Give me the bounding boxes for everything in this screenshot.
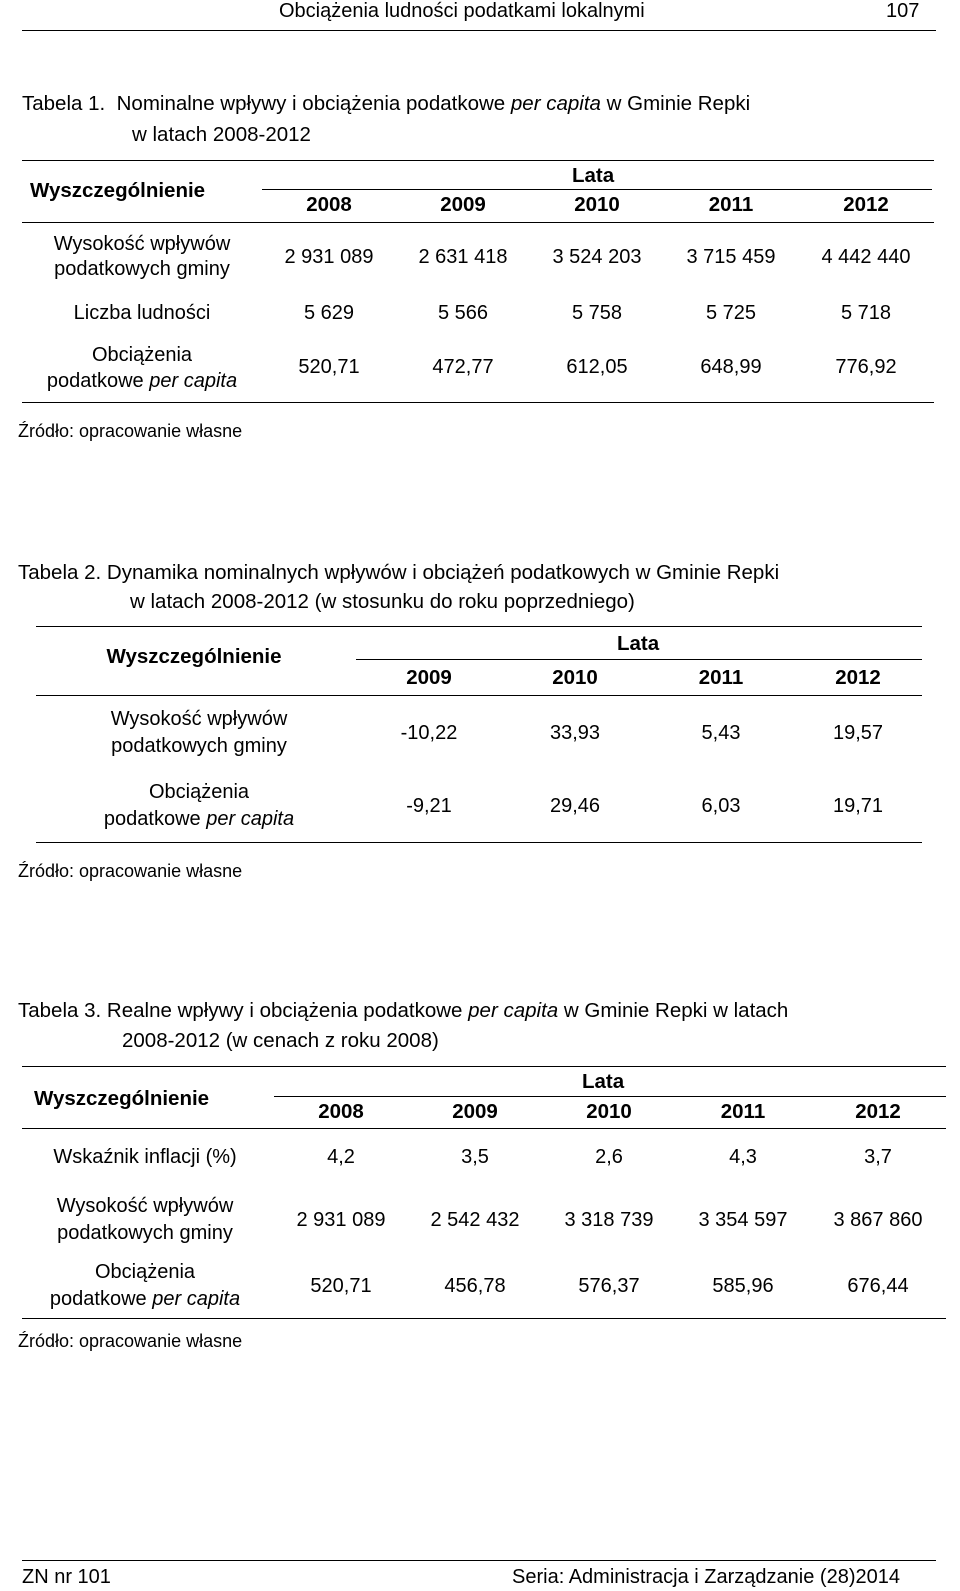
table1-row-label xyxy=(22,232,262,282)
table-cell: 6,03 xyxy=(701,795,741,817)
row-label-line: Obciążenia xyxy=(94,1261,196,1283)
table3-col-head: Wyszczególnienie xyxy=(34,1087,210,1110)
table2-col-head: Wyszczególnienie xyxy=(106,645,282,668)
table1-row-label xyxy=(22,342,262,394)
table-cell: 19,71 xyxy=(832,795,884,817)
table2-bottom-rule xyxy=(36,842,922,843)
page-header xyxy=(0,0,960,30)
table-cell: 2 542 432 xyxy=(430,1209,520,1231)
table1-year: 2009 xyxy=(440,193,486,216)
table1-col-head: Wyszczególnienie xyxy=(30,179,206,202)
table1-row-label: Liczba ludności xyxy=(73,302,211,324)
table2-caption-label: Tabela 2. xyxy=(18,561,102,584)
table1-caption-text: Nominalne wpływy i obciążenia podatkowe xyxy=(116,92,506,115)
row-label-line: podatkowych gminy xyxy=(54,258,230,280)
table1-year: 2010 xyxy=(574,193,620,216)
table-cell: 33,93 xyxy=(549,722,601,744)
table1-caption-line2: w latach 2008-2012 xyxy=(132,123,311,146)
table-cell: 648,99 xyxy=(700,356,762,378)
table3-years-rule xyxy=(274,1096,946,1097)
table-cell: 456,78 xyxy=(444,1275,506,1297)
table-cell: -10,22 xyxy=(400,722,458,744)
row-label-line: Wysokość wpływów xyxy=(53,233,231,255)
table3-caption-label: Tabela 3. xyxy=(18,999,102,1022)
table-cell: 612,05 xyxy=(566,356,628,378)
header-rule xyxy=(22,30,936,31)
table2-year: 2012 xyxy=(835,666,881,689)
running-title: Obciążenia ludności podatkami lokalnymi xyxy=(279,0,645,22)
table-cell: 5 718 xyxy=(840,302,892,324)
table-cell: 676,44 xyxy=(847,1275,909,1297)
row-label-line: Wysokość wpływów xyxy=(56,1195,234,1217)
table-cell: 472,77 xyxy=(432,356,494,378)
table3-years-head: Lata xyxy=(582,1070,625,1093)
table1-bottom-rule xyxy=(22,402,934,403)
table-cell: 3 318 739 xyxy=(564,1209,654,1231)
table-cell: -9,21 xyxy=(406,795,452,817)
table1-caption-end: w Gminie Repki xyxy=(606,92,751,115)
table2-source: Źródło: opracowanie własne xyxy=(18,861,243,881)
table1-row-values xyxy=(262,302,934,325)
table-cell: 5 629 xyxy=(303,302,355,324)
table2-header-rule xyxy=(36,695,922,696)
table-cell: 29,46 xyxy=(549,795,601,817)
table-cell: 585,96 xyxy=(712,1275,774,1297)
table3-source: Źródło: opracowanie własne xyxy=(18,1331,243,1351)
table1-header-rule xyxy=(22,222,934,223)
table1-source: Źródło: opracowanie własne xyxy=(18,421,243,441)
table-cell: 776,92 xyxy=(835,356,897,378)
table-cell: 3,5 xyxy=(461,1146,489,1168)
table3-caption-italic: per capita xyxy=(468,999,559,1022)
table2-row-values xyxy=(356,795,922,818)
table3-year: 2012 xyxy=(855,1100,901,1123)
table1-top-rule xyxy=(22,160,934,161)
table2-caption-line2: w latach 2008-2012 (w stosunku do roku poprzedniego) xyxy=(130,590,635,613)
table3-row-values xyxy=(274,1209,946,1232)
row-label-italic: per capita xyxy=(152,1288,241,1310)
table-cell: 3 715 459 xyxy=(686,246,776,268)
page-number: 107 xyxy=(886,0,920,22)
table-cell: 520,71 xyxy=(298,356,360,378)
table3-top-rule xyxy=(22,1066,946,1067)
table-cell: 576,37 xyxy=(578,1275,640,1297)
row-label-line: Obciążenia xyxy=(91,344,193,366)
row-label-line: Wysokość wpływów xyxy=(110,708,288,730)
table-cell: 3 354 597 xyxy=(698,1209,788,1231)
row-label-line: podatkowych gminy xyxy=(57,1222,233,1244)
table3-row-label: Wskaźnik inflacji (%) xyxy=(53,1146,237,1168)
row-label-italic: per capita xyxy=(206,808,295,830)
table2-years-rule xyxy=(356,659,922,660)
table2-row-label xyxy=(36,779,362,833)
table3-caption-text: Realne wpływy i obciążenia podatkowe xyxy=(106,999,463,1022)
table2-caption xyxy=(18,557,938,588)
row-label-line: podatkowe xyxy=(46,370,144,392)
table-cell: 5 566 xyxy=(437,302,489,324)
table-cell: 5 725 xyxy=(705,302,757,324)
table-cell: 3 867 860 xyxy=(833,1209,923,1231)
table3-row-values xyxy=(274,1275,946,1298)
table-cell: 4,2 xyxy=(327,1146,355,1168)
table3-years-row xyxy=(274,1100,946,1124)
table3-header-rule xyxy=(22,1128,946,1129)
table-cell: 2,6 xyxy=(595,1146,623,1168)
footer-series: Seria: Administracja i Zarządzanie (28)2014 xyxy=(512,1566,900,1588)
table-cell: 19,57 xyxy=(832,722,884,744)
table-cell: 2 931 089 xyxy=(296,1209,386,1231)
table1-year: 2012 xyxy=(843,193,889,216)
table3-year: 2008 xyxy=(318,1100,364,1123)
table3-caption-end: w Gminie Repki w latach xyxy=(563,999,789,1022)
table-cell: 5 758 xyxy=(571,302,623,324)
table2-year: 2010 xyxy=(552,666,598,689)
table-cell: 4,3 xyxy=(729,1146,757,1168)
footer-rule xyxy=(22,1560,936,1561)
table1-caption xyxy=(22,88,932,119)
table1-row-values xyxy=(262,356,934,379)
table-cell: 3 524 203 xyxy=(552,246,642,268)
table2-year: 2009 xyxy=(406,666,452,689)
table-cell: 4 442 440 xyxy=(821,246,911,268)
table3-caption xyxy=(18,995,948,1026)
table3-row-label xyxy=(22,1193,268,1247)
row-label-line: Obciążenia xyxy=(148,781,250,803)
table3-row-values xyxy=(274,1146,946,1169)
table1-caption-label: Tabela 1. xyxy=(22,92,106,115)
table1-years-rule xyxy=(262,189,932,190)
row-label-italic: per capita xyxy=(149,370,238,392)
table2-years-head: Lata xyxy=(617,632,660,655)
table-cell: 5,43 xyxy=(701,722,741,744)
table1-years-head: Lata xyxy=(572,164,615,187)
table3-caption-line2: 2008-2012 (w cenach z roku 2008) xyxy=(122,1029,439,1052)
row-label-line: podatkowe xyxy=(49,1288,147,1310)
table2-top-rule xyxy=(36,626,922,627)
table2-row-label xyxy=(36,706,362,760)
table-cell: 3,7 xyxy=(864,1146,892,1168)
footer-journal: ZN nr 101 xyxy=(22,1566,111,1588)
table1-year: 2008 xyxy=(306,193,352,216)
table3-year: 2011 xyxy=(720,1100,766,1123)
table1-row-values xyxy=(262,246,934,269)
table3-year: 2010 xyxy=(586,1100,632,1123)
table2-years-row xyxy=(356,666,922,690)
table-cell: 2 631 418 xyxy=(418,246,508,268)
table1-years-row xyxy=(262,193,934,217)
table2-caption-text: Dynamika nominalnych wpływów i obciążeń podatkowych w Gminie Repki xyxy=(106,561,780,584)
table3-year: 2009 xyxy=(452,1100,498,1123)
table2-year: 2011 xyxy=(698,666,744,689)
row-label-line: podatkowych gminy xyxy=(111,735,287,757)
table3-row-label xyxy=(22,1259,268,1313)
table3-bottom-rule xyxy=(22,1318,946,1319)
table-cell: 520,71 xyxy=(310,1275,372,1297)
table2-row-values xyxy=(356,722,922,745)
table-cell: 2 931 089 xyxy=(284,246,374,268)
row-label-line: podatkowe xyxy=(103,808,201,830)
table1-year: 2011 xyxy=(708,193,754,216)
table1-caption-italic: per capita xyxy=(510,92,601,115)
